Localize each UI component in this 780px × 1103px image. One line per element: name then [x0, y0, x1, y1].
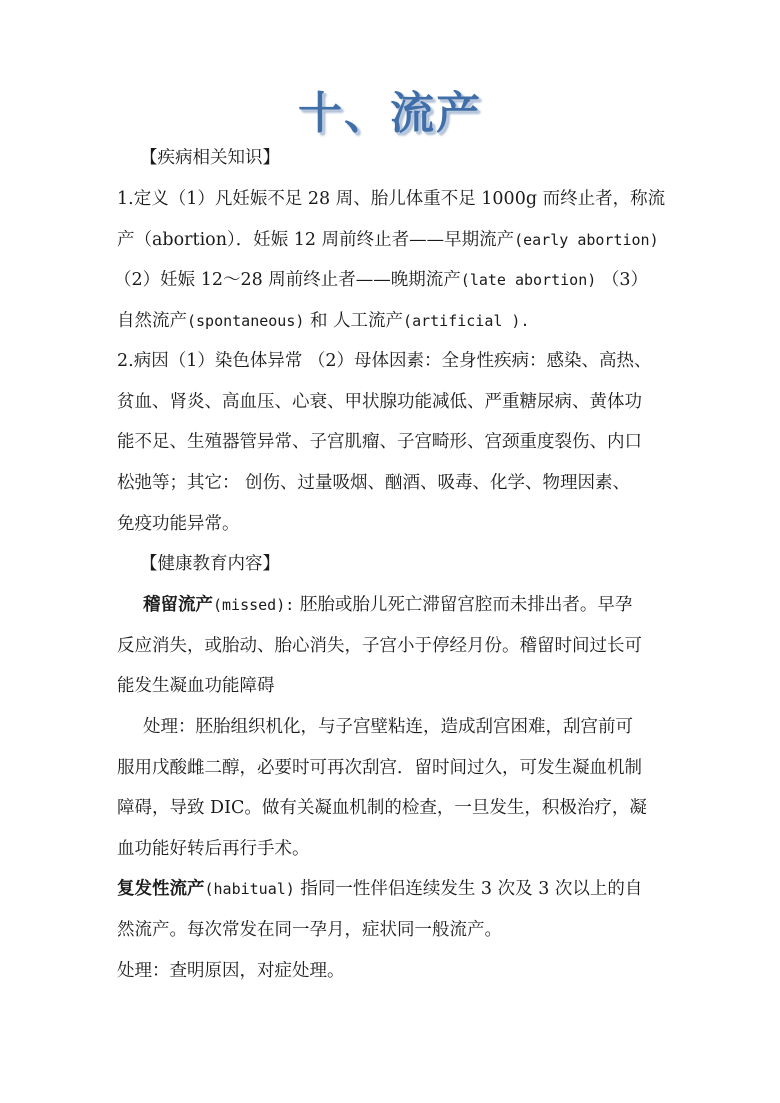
spontaneous-term: (spontaneous): [187, 312, 305, 330]
cause-line-4: 松弛等；其它： 创伤、过量吸烟、酗酒、吸毒、化学、物理因素、: [117, 473, 631, 493]
cause-line-1: 2.病因（1）染色体异常 （2）母体因素：全身性疾病：感染、高热、: [117, 351, 652, 371]
definition-line-3: [114, 268, 648, 292]
early-abortion-term: (early abortion): [514, 231, 659, 249]
section-heading-health-education: 【健康教育内容】: [140, 554, 280, 574]
missed-abortion-line-2: 反应消失，或胎动、胎心消失，子宫小于停经月份。稽留时间过长可: [117, 636, 642, 656]
final-treatment-line: 处理：查明原因，对症处理。: [117, 961, 345, 981]
treatment-line-4: 血功能好转后再行手术。: [117, 839, 310, 859]
definition-line-3-tail: （3）: [601, 270, 648, 290]
artificial-label: 和 人工流产: [304, 311, 404, 331]
definition-line-1: 1.定义（1）凡妊娠不足 28 周、胎儿体重不足 1000g 而终止者，称流: [117, 189, 666, 209]
missed-abortion-term: 稽留流产: [143, 595, 213, 615]
treatment-line-1: 处理：胚胎组织机化，与子宫壁粘连，造成刮宫困难，刮宫前可: [143, 717, 633, 737]
habitual-abortion-desc: 指同一性伴侣连续发生 3 次及 3 次以上的自: [294, 879, 643, 899]
spontaneous-label: 自然流产: [117, 311, 187, 331]
missed-abortion-line-3: 能发生凝血功能障碍: [117, 676, 275, 696]
habitual-abortion-en: (habitual): [204, 880, 295, 898]
habitual-abortion-line-2: 然流产。每次常发在同一孕月，症状同一般流产。: [117, 920, 502, 940]
missed-abortion-desc: 胚胎或胎儿死亡滞留宫腔而未排出者。早孕: [294, 595, 633, 615]
cause-line-2: 贫血、肾炎、高血压、心衰、甲状腺功能减低、严重糖尿病、黄体功: [117, 392, 642, 412]
page-title: 十、流产: [298, 88, 482, 139]
habitual-abortion-line-1: [117, 877, 642, 901]
missed-abortion-line-1: [143, 593, 632, 617]
definition-line-3-text: （2）妊娠 12～28 周前终止者——晚期流产: [114, 270, 461, 290]
habitual-abortion-term: 复发性流产: [117, 879, 205, 899]
definition-line-4: [117, 309, 529, 333]
definition-line-2-text: 产（abortion）．妊娠 12 周前终止者——早期流产: [117, 230, 515, 250]
section-heading-disease-knowledge: 【疾病相关知识】: [140, 148, 280, 168]
treatment-line-2: 服用戊酸雌二醇，必要时可再次刮宫．留时间过久，可发生凝血机制: [117, 758, 642, 778]
missed-abortion-en: (missed):: [213, 596, 295, 614]
cause-line-3: 能不足、生殖器管异常、子宫肌瘤、子宫畸形、宫颈重度裂伤、内口: [117, 432, 642, 452]
treatment-line-3: 障碍，导致 DIC。做有关凝血机制的检查，一旦发生，积极治疗，凝: [117, 798, 647, 818]
definition-line-2: [117, 228, 659, 252]
artificial-term: (artificial ).: [403, 312, 530, 330]
late-abortion-term: (late abortion): [460, 271, 597, 289]
cause-line-5: 免疫功能异常。: [117, 514, 240, 534]
